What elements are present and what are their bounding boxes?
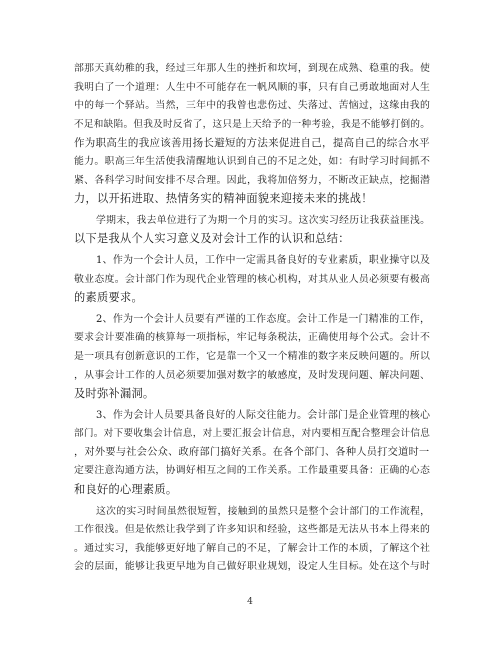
- paragraph-internship-intro: [74, 212, 429, 249]
- text-line: 3、作为会计人员要具备良好的人际交往能力。会计部门是企业管理的核心: [96, 409, 431, 421]
- text-line: 紧、各科学习时间安排不尽合理。因此，我将加倍努力，不断改正缺点，挖掘潜: [74, 174, 431, 186]
- text-line: 敬业态度。会计部门作为现代企业管理的核心机构，对其从业人员必须要有极高: [74, 273, 431, 285]
- text-line: 。通过实习，我能够更好地了解自己的不足，了解会计工作的本质，了解这个社: [74, 542, 431, 554]
- text-line: 工作很浅。但是依然让我学到了许多知识和经验，这些都是无法从书本上得来的: [74, 524, 431, 536]
- text-line: 要求会计要准确的核算每一项指标，牢记每条税法，正确使用每个公式。会计不: [74, 332, 431, 344]
- text-line: 部那天真幼稚的我，经过三年那人生的挫折和坎坷，到现在成熟、稳重的我。使: [74, 63, 431, 74]
- text-line: 的素质要求。: [74, 291, 143, 305]
- text-line: 学期末，我去单位进行了为期一个月的实习。这次实习经历让我获益匪浅。: [96, 214, 431, 226]
- document-body: [74, 60, 429, 580]
- paragraph-reflection: [74, 60, 429, 209]
- text-line: 以下是我从个人实习意义及对会计工作的认识和总结：: [74, 232, 350, 246]
- text-line: 及时弥补漏洞。: [74, 387, 155, 401]
- text-line: ，从事会计工作的人员必须要加强对数字的敏感度，及时发现问题、解决问题、: [74, 369, 431, 381]
- text-line: 和良好的心理素质。: [74, 483, 178, 497]
- paragraph-summary: [74, 503, 429, 577]
- paragraph-point-3: [74, 407, 429, 500]
- text-line: 是一项具有创新意识的工作，它是靠一个又一个精准的数字来反映问题的。所以: [74, 350, 431, 362]
- text-line: 1、作为一个会计人员，工作中一定需具备良好的专业素质，职业操守以及: [96, 254, 431, 266]
- text-line: 不足和缺陷。但我及时反省了，这只是上天给予的一种考验，我是不能够打倒的。: [74, 118, 431, 130]
- text-line: 2、作为一个会计人员要有严谨的工作态度。会计工作是一门精准的工作，: [96, 313, 431, 325]
- text-line: 这次的实习时间虽然很短暂，接触到的虽然只是整个会计部门的工作流程，: [96, 505, 431, 517]
- text-line: 定要注意沟通方法，协调好相互之间的工作关系。工作最重要具备：正确的心态: [74, 465, 431, 477]
- page-number: 4: [247, 597, 253, 607]
- paragraph-point-1: [74, 252, 429, 308]
- text-line: 作为职高生的我应该善用扬长避短的方法来促进自己，提高自己的综合水平: [74, 137, 430, 150]
- text-line: 力，以开拓进取、热情务实的精神面貌来迎接未来的挑战！: [74, 192, 373, 206]
- text-line: 我明白了一个道理：人生中不可能存在一帆风顺的事，只有自己勇敢地面对人生: [74, 81, 431, 93]
- text-line: 中的每一个驿站。当然，三年中的我曾也悲伤过、失落过、苦恼过，这缘由我的: [74, 100, 431, 112]
- text-line: 能力。职高三年生活使我清醒地认识到自己的不足之处，如：有时学习时间抓不: [74, 155, 431, 167]
- paragraph-point-2: [74, 311, 429, 404]
- text-line: 部门。对下要收集会计信息，对上要汇报会计信息，对内要相互配合整理会计信息: [74, 428, 431, 440]
- text-line: 会的层面，能够让我更早地为自己做好职业规划，设定人生目标。处在这个与时: [74, 561, 431, 573]
- text-line: ，对外要与社会公众、政府部门搞好关系。在各个部门、各种人员打交道时一: [74, 446, 430, 458]
